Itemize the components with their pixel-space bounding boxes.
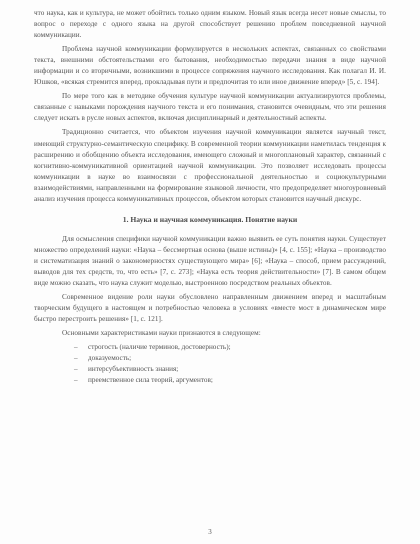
paragraph-5: Для осмысления специфики научной коммуникации важно выявить ее суть понятия науки. Существует множество определений науки: «Наука – бессмертная основа (выше истины)» [4, с. 155]; «Наука – производство и систематизация знаний о закономерностях существующего мира» [6]; «Наука – способ, прием рассуждений, выводов для тех средств, то, что есть» [7, с. 273]; «Наука есть теория действительности» [7]. В самом общем виде можно сказать, что наука служит моделью, выстроенною посредством реальных объектов.: [34, 234, 386, 287]
bullet-marker: –: [74, 376, 78, 385]
characteristics-list: [34, 342, 386, 386]
bullet-marker: –: [74, 354, 78, 363]
paragraph-2: Проблема научной коммуникации формулируется в нескольких аспектах, связанных со свойствами текста, внешними обстоятельствами его бытования, необходимостью передачи знания в виде научной информации и со вторичными, возникшими в процессе сопряжения научного исследования. Как полагал И. И. Юшков, «всякая стремится вперед, прокладывая пути и предпочитая то или иное движение вперед» [5, с. 194].: [34, 45, 386, 87]
list-item: – интерсубъективность знания;: [74, 365, 179, 374]
bullet-marker: –: [74, 365, 78, 374]
paragraph-3: По мере того как в методике обучения культуре научной коммуникации актуализируются проблемы, связанные с навыками порождения научного текста и его понимания, становится очевидным, что эти решения следует искать в русле новых аспектов, включая дисциплинарный и деятельностный аспекты.: [34, 92, 386, 123]
list-item: – преемственное сила теорий, аргументов;: [74, 376, 213, 385]
list-item: – строгость (наличие терминов, достоверность);: [74, 343, 231, 352]
section-heading: 1. Наука и научная коммуникация. Понятие науки: [122, 214, 298, 224]
list-item: – доказуемость;: [74, 354, 132, 363]
page-number: 3: [208, 528, 212, 536]
paragraph-1: что наука, как и культура, не может обойтись только одним языком. Новый язык всегда несет новые смыслы, то вопрос о переходе с одного языка на другой способствует решению проблем повседневной научной коммуникации.: [34, 9, 386, 40]
bullet-marker: –: [74, 343, 78, 352]
paragraph-6: Современное видение роли науки обусловлено направленным движением вперед и масштабным творческим будущего в настоящем и потребностью человека в условиях «вместе мост в динамическом мире быстро перестроить решения» [1, с. 121].: [34, 293, 386, 324]
paragraph-7: Основными характеристиками науки признаются в следующем:: [62, 329, 261, 338]
paragraph-4: Традиционно считается, что объектом изучения научной коммуникации является научный текст, имеющий структурно-семантическую специфику. В современной теории коммуникации наметилась тенденция к расширению и обобщению объекта исследования, имеющего сложный и многоплановый характер, связанный с когнитивно-коммуникативной ориентацией научной коммуникации. Это позволяет исследовать процессы коммуникации в науке во взаимосвязи с профессиональной деятельностью и социокультурными взаимодействиями, направленными на формирование языковой личности, что предопределяет многоуровневый анализ изучения процесса коммуникативных процессов, объектом которых становится научный дискурс.: [34, 128, 386, 203]
